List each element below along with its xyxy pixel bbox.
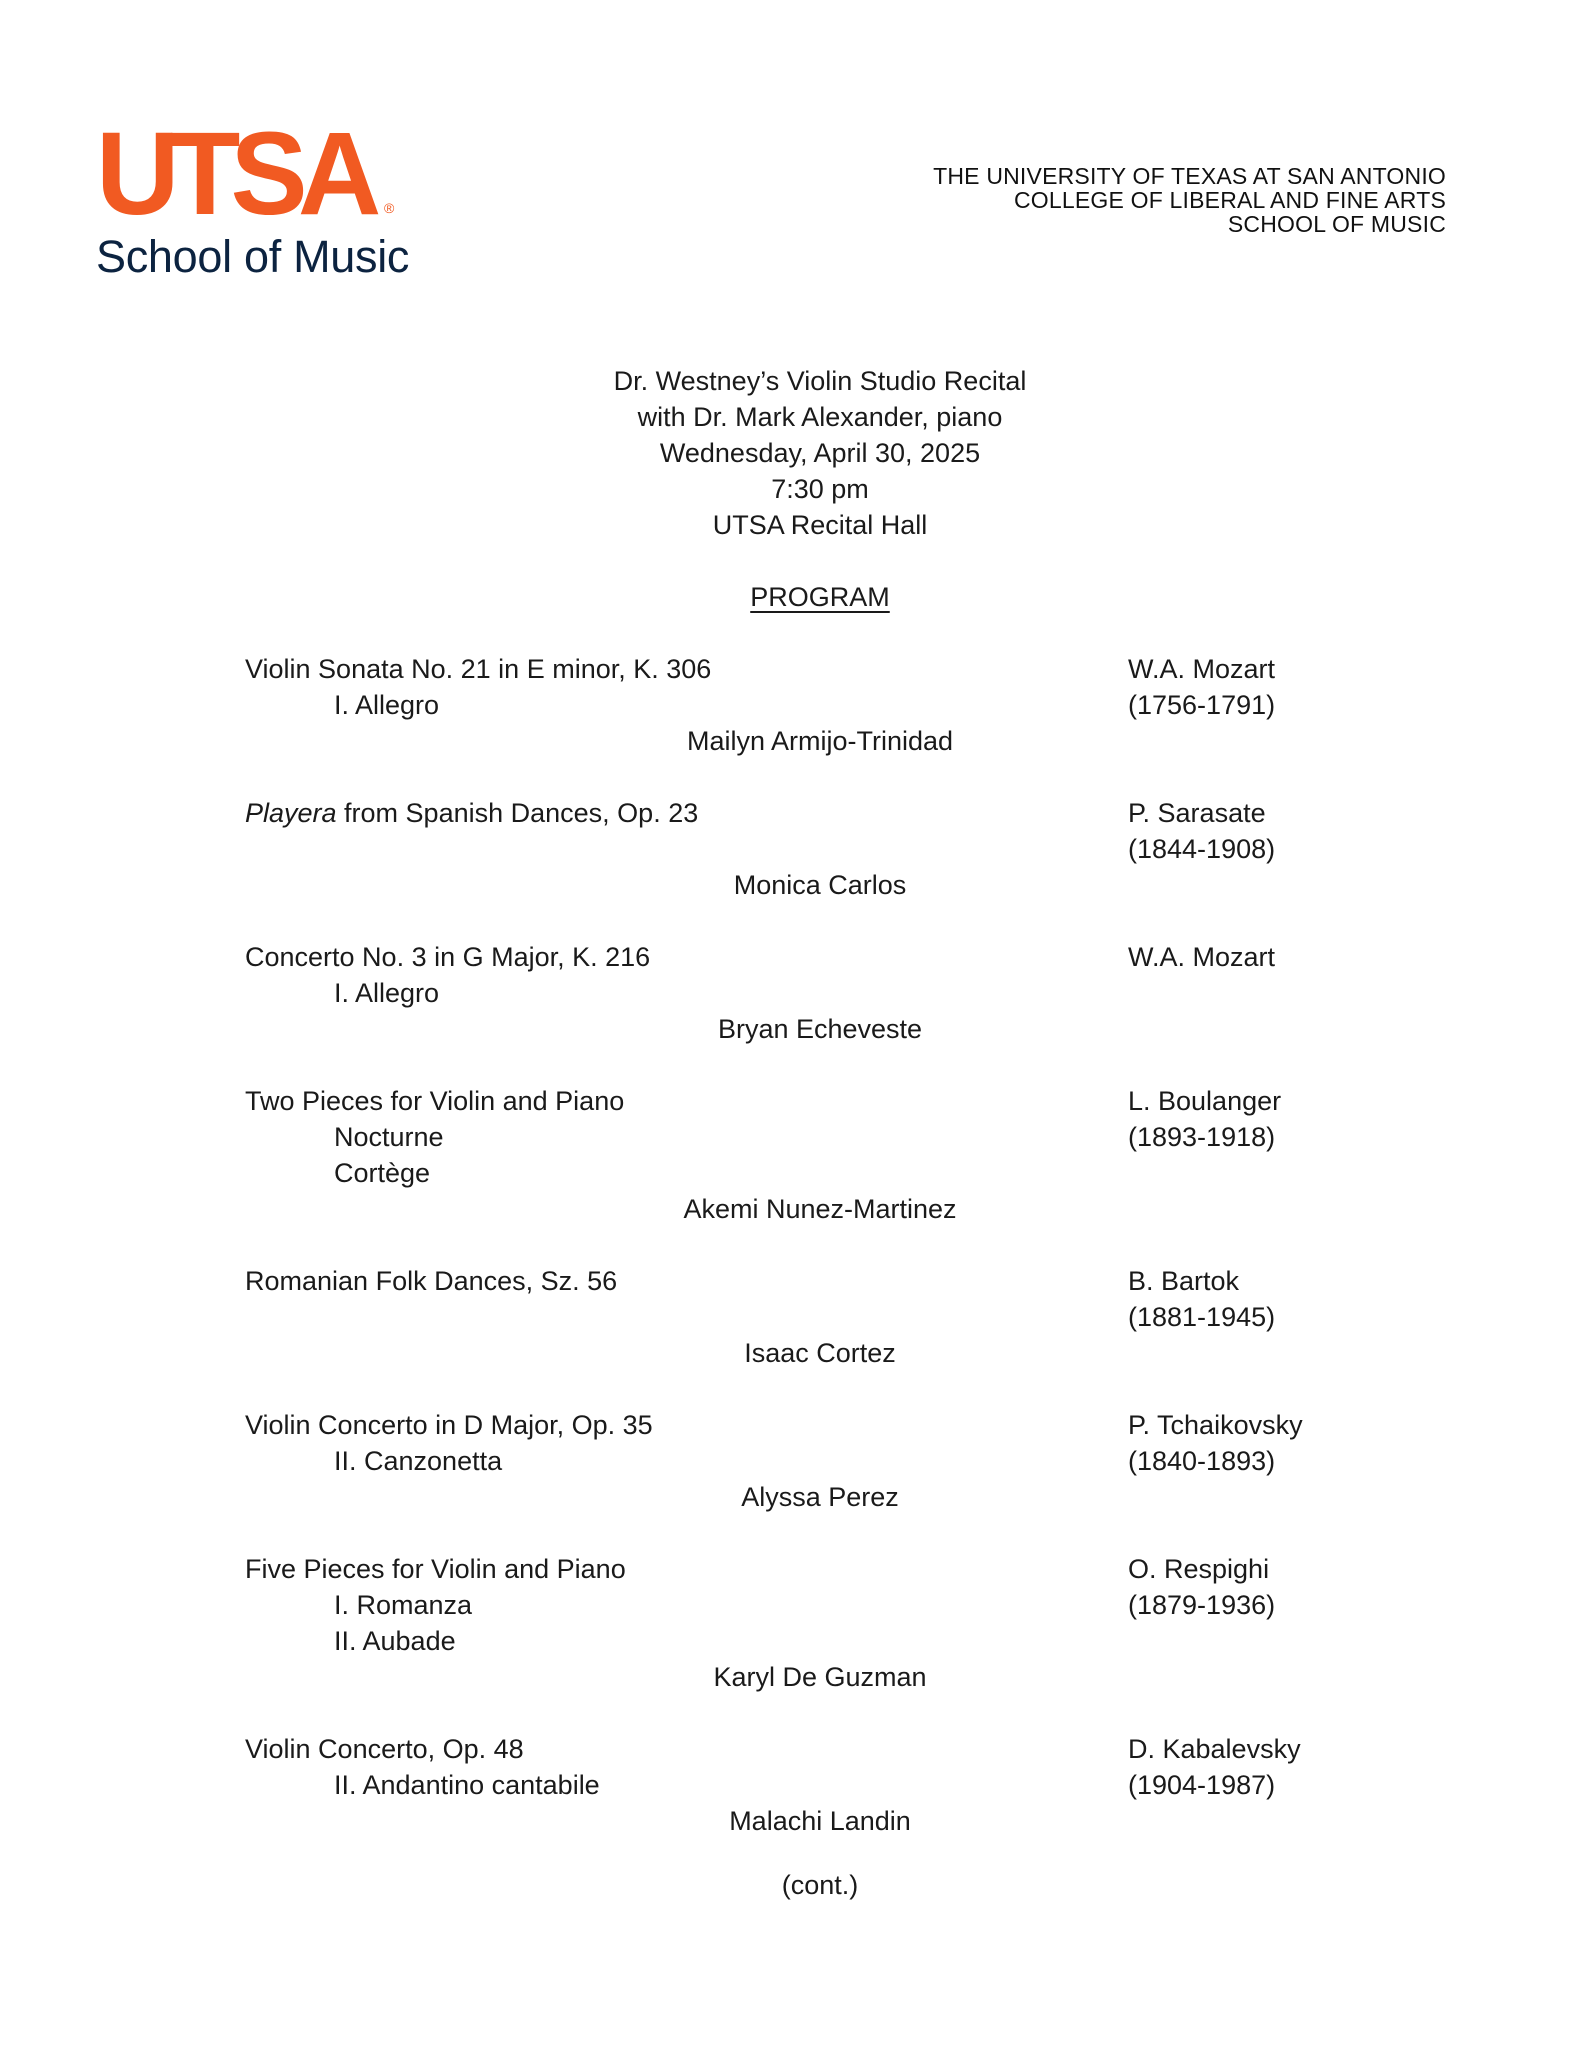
piece-composer-dates: (1844-1908): [1128, 834, 1276, 864]
piece-composer-dates: (1879-1936): [1128, 1590, 1276, 1620]
piece-composer: D. Kabalevsky: [1128, 1734, 1301, 1764]
piece-composer-dates: (1904-1987): [1128, 1770, 1276, 1800]
piece-title: [245, 795, 1045, 831]
piece-movement: II. Canzonetta: [334, 1446, 503, 1476]
institution-line-college: COLLEGE OF LIBERAL AND FINE ARTS: [1013, 187, 1446, 213]
piece-composer-dates: (1840-1893): [1128, 1446, 1276, 1476]
piece-composer: P. Sarasate: [1128, 798, 1266, 828]
registered-mark: ®: [384, 200, 395, 216]
institution-line-school: SCHOOL OF MUSIC: [1227, 211, 1446, 237]
piece-movement: I. Allegro: [334, 690, 440, 720]
continued-note: (cont.): [781, 1870, 859, 1900]
event-title: Dr. Westney’s Violin Studio Recital: [613, 366, 1027, 396]
piece-title: Violin Sonata No. 21 in E minor, K. 306: [245, 654, 712, 684]
piece-title-italic: Playera: [245, 798, 337, 828]
piece-composer: B. Bartok: [1128, 1266, 1240, 1296]
logo-subtitle: School of Music: [96, 231, 410, 282]
piece-performer: Bryan Echeveste: [717, 1014, 923, 1044]
piece-composer-dates: (1881-1945): [1128, 1302, 1276, 1332]
piece-title: Five Pieces for Violin and Piano: [245, 1554, 626, 1584]
event-date: Wednesday, April 30, 2025: [659, 438, 981, 468]
piece-movement: I. Romanza: [334, 1590, 473, 1620]
piece-title: Two Pieces for Violin and Piano: [245, 1086, 625, 1116]
piece-performer: Isaac Cortez: [744, 1338, 896, 1368]
piece-composer-dates: (1756-1791): [1128, 690, 1276, 720]
piece-performer: Akemi Nunez-Martinez: [683, 1194, 957, 1224]
piece-title: Concerto No. 3 in G Major, K. 216: [245, 942, 651, 972]
piece-performer: Mailyn Armijo-Trinidad: [686, 726, 954, 756]
piece-title: Violin Concerto in D Major, Op. 35: [245, 1410, 653, 1440]
event-time: 7:30 pm: [771, 474, 869, 504]
piece-performer: Alyssa Perez: [741, 1482, 899, 1512]
piece-composer-dates: (1893-1918): [1128, 1122, 1276, 1152]
piece-composer: L. Boulanger: [1128, 1086, 1282, 1116]
piece-performer: Karyl De Guzman: [713, 1662, 927, 1692]
event-venue: UTSA Recital Hall: [712, 510, 928, 540]
institution-header: [933, 164, 1446, 236]
piece-movement: I. Allegro: [334, 978, 440, 1008]
institution-line-university: THE UNIVERSITY OF TEXAS AT SAN ANTONIO: [933, 163, 1446, 189]
piece-composer: W.A. Mozart: [1128, 654, 1276, 684]
event-info: [0, 363, 1583, 543]
utsa-logo-mark: UTSA: [96, 108, 372, 240]
piece-performer: Monica Carlos: [733, 870, 907, 900]
piece-composer: O. Respighi: [1128, 1554, 1270, 1584]
utsa-school-of-music-logo: [96, 108, 456, 282]
program-heading: PROGRAM: [750, 582, 890, 612]
piece-movement: Nocturne: [334, 1122, 444, 1152]
piece-composer: W.A. Mozart: [1128, 942, 1276, 972]
event-accompanist: with Dr. Mark Alexander, piano: [637, 402, 1003, 432]
piece-performer: Malachi Landin: [729, 1806, 911, 1836]
piece-title-rest: from Spanish Dances, Op. 23: [336, 798, 699, 828]
piece-composer: P. Tchaikovsky: [1128, 1410, 1303, 1440]
piece-title: Romanian Folk Dances, Sz. 56: [245, 1266, 618, 1296]
piece-movement: Cortège: [334, 1158, 431, 1188]
piece-movement: II. Aubade: [334, 1626, 456, 1656]
piece-movement: II. Andantino cantabile: [334, 1770, 600, 1800]
piece-title: Violin Concerto, Op. 48: [245, 1734, 524, 1764]
